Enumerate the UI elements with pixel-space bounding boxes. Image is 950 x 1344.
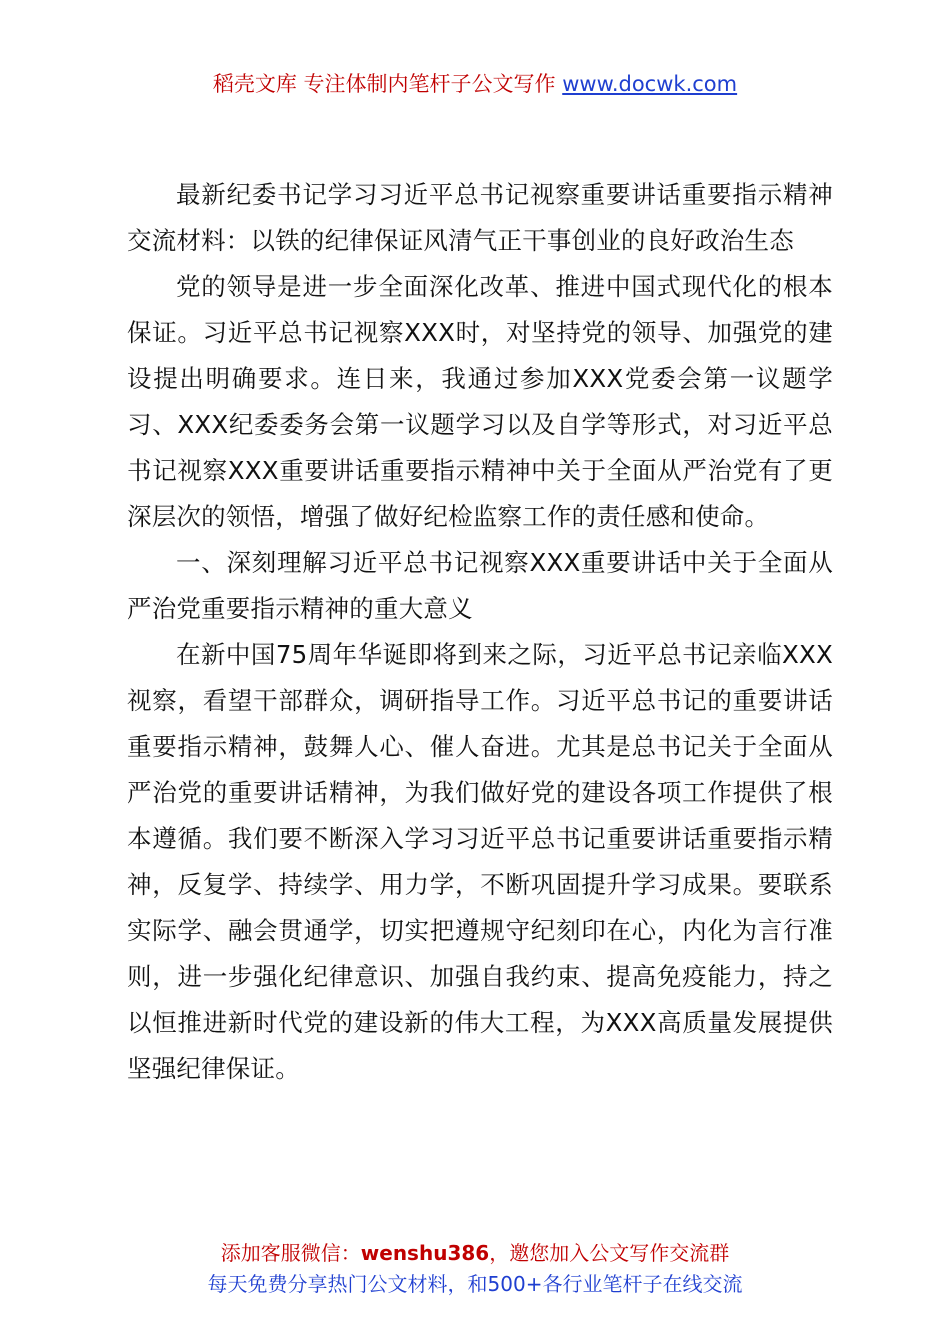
site-name: 稻壳文库 专注体制内笔杆子公文写作	[212, 72, 563, 96]
footer-contact-prefix: 添加客服微信：	[220, 1241, 361, 1265]
paragraph-intro: 党的领导是进一步全面深化改革、推进中国式现代化的根本保证。习近平总书记视察XXX时，对坚持党的领导、加强党的建设提出明确要求。连日来，我通过参加XXX党委会第一议题学习、XXX纪委委务会第一议题学习以及自学等形式，对习近平总书记视察XXX重要讲话重要指示精神中关于全面从严治党有了更深层次的领悟，增强了做好纪检监察工作的责任感和使命。	[127, 272, 833, 531]
site-url-link[interactable]: www.docwk.com	[562, 72, 738, 96]
page-footer	[0, 1238, 950, 1300]
paragraph-section-1: 在新中国75周年华诞即将到来之际，习近平总书记亲临XXX视察，看望干部群众，调研指导工作。习近平总书记的重要讲话重要指示精神，鼓舞人心、催人奋进。尤其是总书记关于全面从严治党的重要讲话精神，为我们做好党的建设各项工作提供了根本遵循。我们要不断深入学习习近平总书记重要讲话重要指示精神，反复学、持续学、用力学，不断巩固提升学习成果。要联系实际学、融会贯通学，切实把遵规守纪刻印在心，内化为言行准则，进一步强化纪律意识、加强自我约束、提高免疫能力，持之以恒推进新时代党的建设新的伟大工程，为XXX高质量发展提供坚强纪律保证。	[127, 640, 833, 1083]
footer-contact-suffix: ，邀您加入公文写作交流群	[489, 1241, 730, 1265]
document-title: 最新纪委书记学习习近平总书记视察重要讲话重要指示精神交流材料：以铁的纪律保证风清气正干事创业的良好政治生态	[127, 180, 833, 255]
section-heading-1: 一、深刻理解习近平总书记视察XXX重要讲话中关于全面从严治党重要指示精神的重大意义	[127, 548, 833, 623]
wechat-id: wenshu386	[360, 1241, 490, 1265]
document-body	[127, 172, 833, 1092]
page-header	[0, 68, 950, 100]
footer-promo-line: 每天免费分享热门公文材料，和500+各行业笔杆子在线交流	[207, 1272, 743, 1296]
footer-contact-line	[0, 1238, 950, 1269]
